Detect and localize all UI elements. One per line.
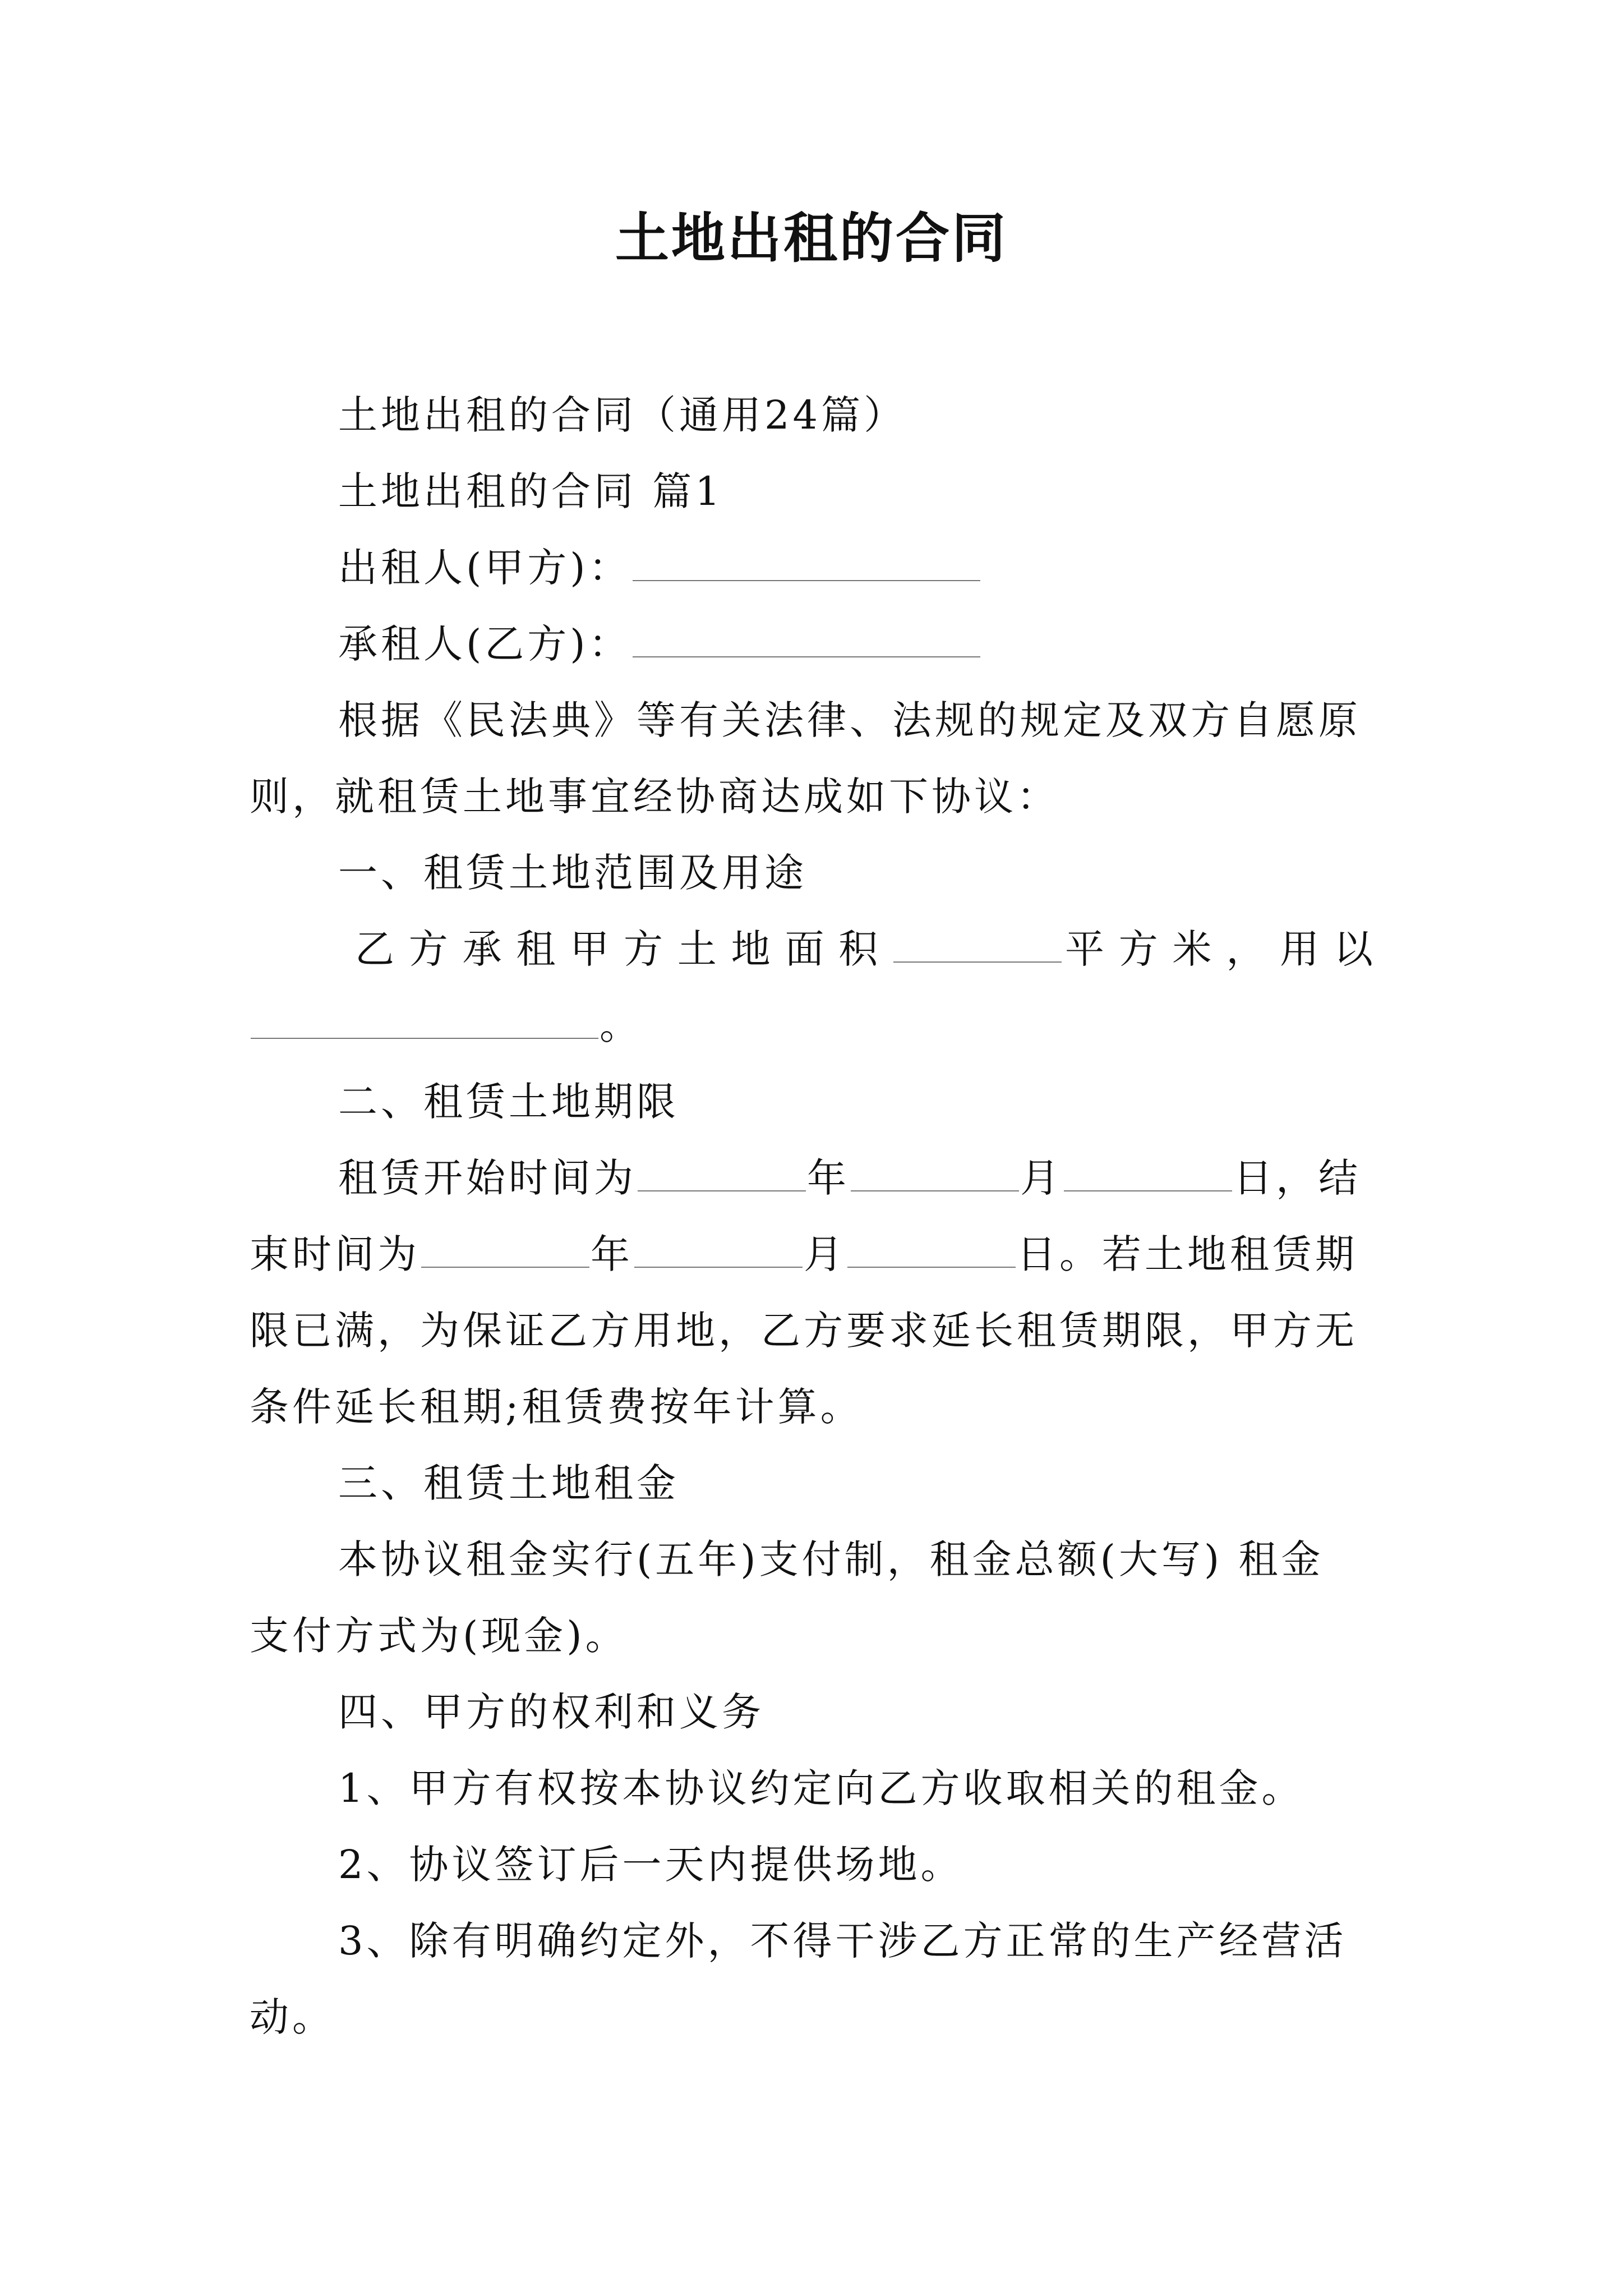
rent-line-2: 支付方式为(现金)。	[250, 1613, 628, 1659]
term-line-2: 束时间为 年 月 日。若土地租赁期	[250, 1231, 1358, 1277]
section-2-heading: 二、租赁土地期限	[338, 1079, 679, 1125]
section-1-text-end: 。	[250, 997, 1385, 1053]
lessor-blank	[633, 546, 980, 581]
item-3-line-2: 动。	[250, 1994, 335, 2040]
end-day-blank	[847, 1233, 1016, 1268]
end-year-blank	[421, 1233, 589, 1268]
area-blank	[893, 928, 1062, 963]
subtitle-line: 土地出租的合同（通用24篇）	[338, 392, 907, 438]
lessor-line: 出租人(甲方)：	[250, 540, 1385, 596]
item-1: 1、甲方有权按本协议约定向乙方收取相关的租金。	[338, 1765, 1304, 1811]
item-3-line-1: 3、除有明确约定外，不得干涉乙方正常的生产经营活	[338, 1918, 1347, 1964]
start-year-blank	[638, 1157, 806, 1191]
section-4-heading: 四、甲方的权利和义务	[338, 1689, 764, 1735]
document-title: 土地出租的合同	[615, 206, 1008, 270]
end-month-blank	[634, 1233, 803, 1268]
start-day-blank	[1064, 1157, 1232, 1191]
item-2: 2、协议签订后一天内提供场地。	[338, 1842, 963, 1888]
term-line-3: 限已满，为保证乙方用地，乙方要求延长租赁期限，甲方无	[250, 1308, 1358, 1354]
intro-line-2: 则，就租赁土地事宜经协商达成如下协议：	[250, 774, 1059, 820]
term-line-4: 条件延长租期;租赁费按年计算。	[250, 1384, 863, 1430]
rent-line-1: 本协议租金实行(五年)支付制，租金总额(大写) 租金	[338, 1536, 1324, 1582]
lessee-blank	[633, 623, 980, 657]
section-1-text: 乙方承租甲方土地面积 平方米，用以	[355, 926, 1385, 972]
lessee-line: 承租人(乙方)：	[250, 616, 1385, 672]
start-month-blank	[851, 1157, 1019, 1191]
section-3-heading: 三、租赁土地租金	[338, 1460, 679, 1506]
term-line-1: 租赁开始时间为 年 月 日，结	[338, 1155, 1361, 1201]
section-1-heading: 一、租赁土地范围及用途	[338, 850, 807, 896]
purpose-blank	[251, 1004, 598, 1039]
chapter-heading: 土地出租的合同 篇1	[338, 468, 723, 514]
intro-line-1: 根据《民法典》等有关法律、法规的规定及双方自愿原	[338, 697, 1361, 743]
